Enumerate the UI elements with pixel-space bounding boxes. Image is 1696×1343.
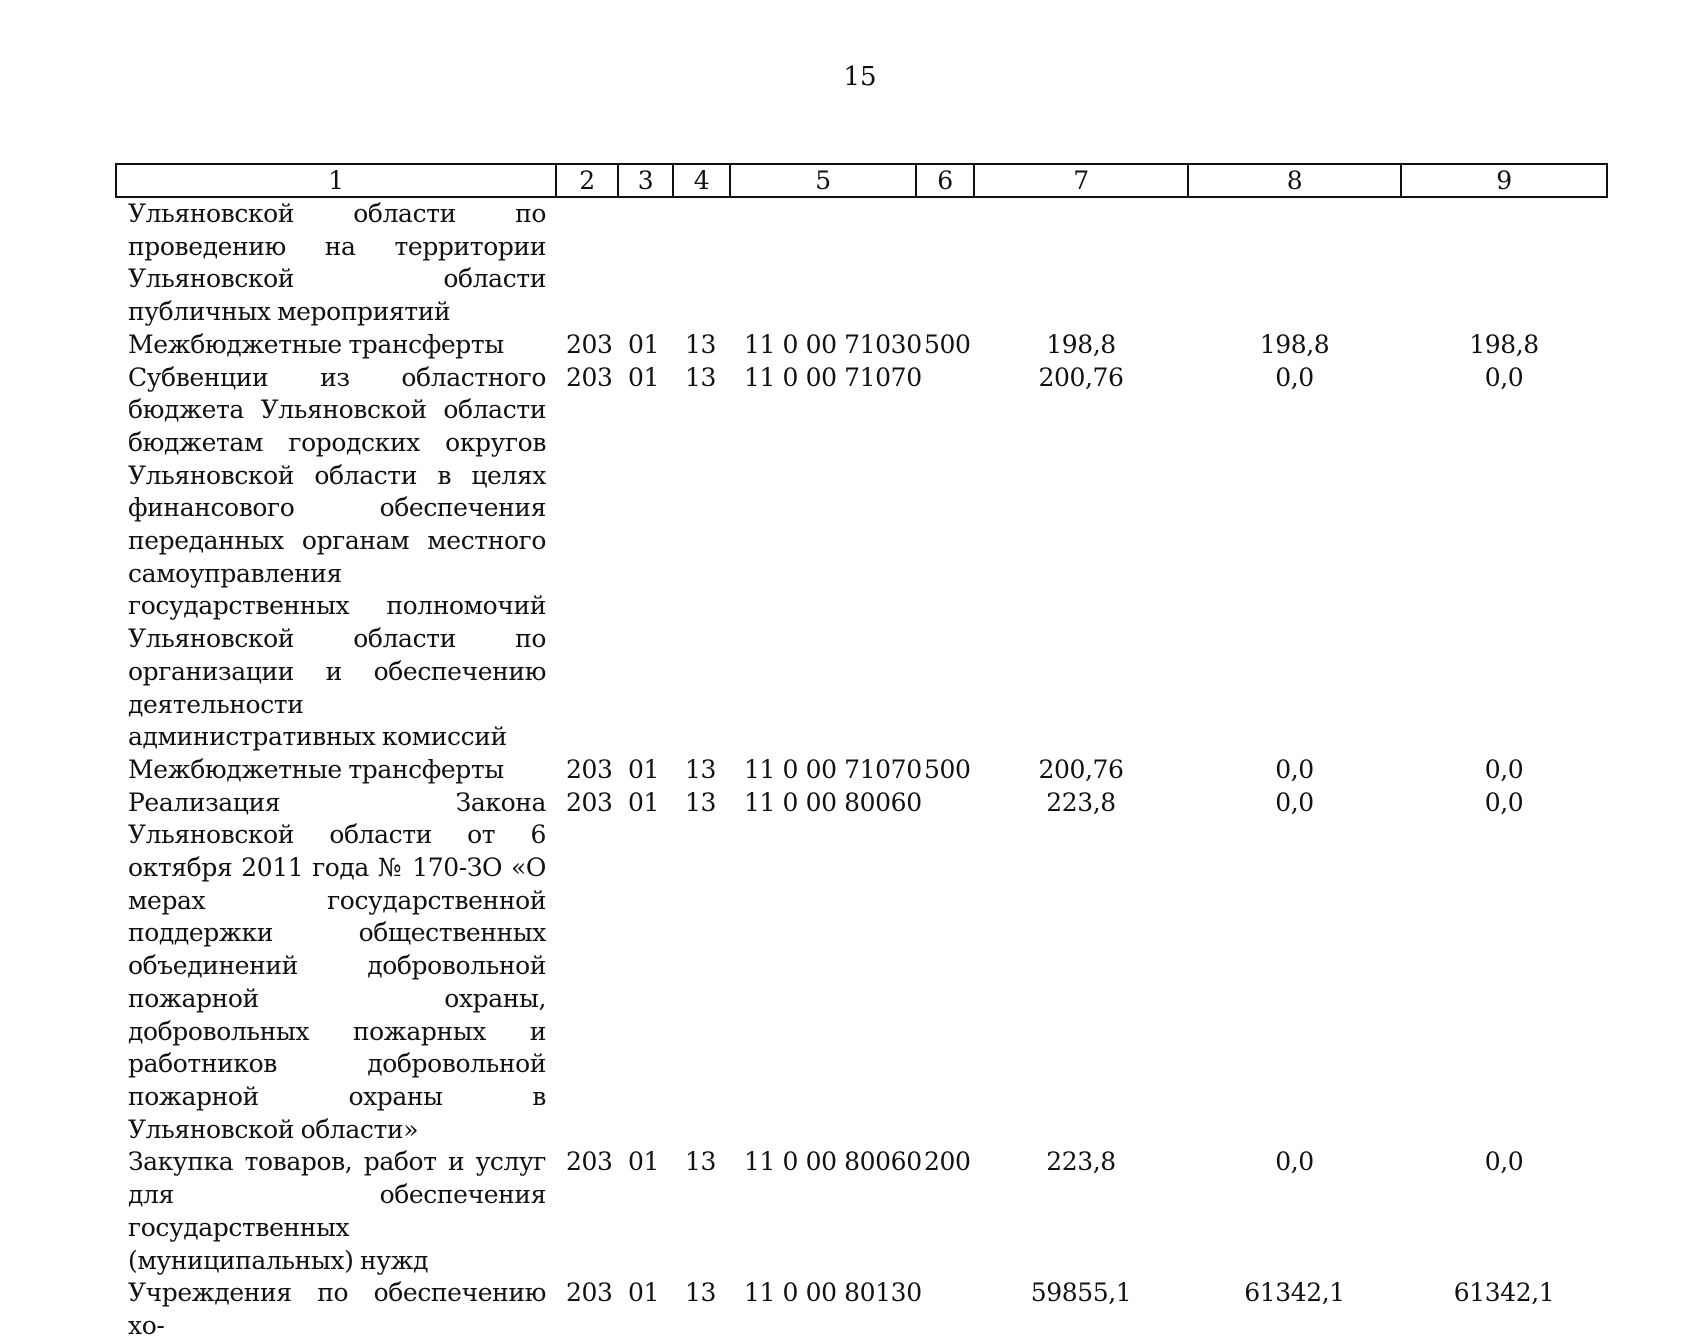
header-col-7: 7 <box>974 164 1188 197</box>
table-row <box>116 197 1607 329</box>
row-col-4 <box>673 197 730 329</box>
row-col-6 <box>916 197 974 329</box>
row-col-3: 01 <box>628 1147 660 1177</box>
row-col-2 <box>556 197 618 329</box>
header-col-2: 2 <box>556 164 618 197</box>
header-col-3: 3 <box>618 164 673 197</box>
row-col-3: 01 <box>628 754 660 784</box>
header-col-1: 1 <box>116 164 556 197</box>
row-col-8: 0,0 <box>1275 1147 1314 1177</box>
row-col-9: 198,8 <box>1469 329 1539 359</box>
header-col-6: 6 <box>916 164 974 197</box>
row-col-9: 0,0 <box>1484 754 1524 784</box>
row-col-3: 01 <box>628 787 660 817</box>
row-col-7: 200,76 <box>1038 362 1124 392</box>
row-col-4: 13 <box>685 1278 717 1308</box>
row-col-6: 500 <box>924 754 971 784</box>
row-col-5: 11 0 00 80060 <box>744 1147 922 1177</box>
row-col-5: 11 0 00 71070 <box>744 754 922 784</box>
row-name: Межбюджетные трансферты <box>128 329 504 359</box>
row-col-5: 11 0 00 80060 <box>744 787 922 817</box>
row-col-7: 223,8 <box>1046 1147 1116 1177</box>
row-col-6 <box>916 1277 974 1342</box>
row-col-2: 203 <box>566 787 613 817</box>
table-header <box>116 164 1607 197</box>
table-body <box>116 197 1607 1343</box>
row-col-8: 0,0 <box>1275 787 1314 817</box>
header-col-8: 8 <box>1188 164 1401 197</box>
row-col-7: 200,76 <box>1038 754 1124 784</box>
row-col-6: 500 <box>924 329 971 359</box>
row-col-2: 203 <box>566 1147 613 1177</box>
row-col-4: 13 <box>685 329 717 359</box>
row-col-4: 13 <box>685 1147 717 1177</box>
header-col-9: 9 <box>1401 164 1607 197</box>
row-col-7: 198,8 <box>1046 329 1116 359</box>
row-name: Закупка товаров, работ и услуг для обеспечения государственных (муниципальных) нужд <box>128 1147 546 1275</box>
row-name: Межбюджетные трансферты <box>128 754 504 784</box>
row-col-8: 198,8 <box>1259 329 1330 359</box>
row-col-6: 200 <box>924 1147 971 1177</box>
row-col-5: 11 0 00 71070 <box>744 362 922 392</box>
row-col-7: 223,8 <box>1046 787 1116 817</box>
row-col-2: 203 <box>566 754 613 784</box>
row-col-8: 61342,1 <box>1244 1278 1345 1308</box>
table-row <box>116 329 1607 362</box>
row-col-9: 0,0 <box>1484 362 1524 392</box>
row-col-8: 0,0 <box>1275 362 1314 392</box>
row-name: Реализация Закона Ульяновской области от 6 октября 2011 года № 170-ЗО «О мерах государственной поддержки общественных объединений добровольной пожарной охраны, добровольных пожарных и работников добровольной пожарной охраны в Ульяновской области» <box>128 787 546 1144</box>
row-col-4: 13 <box>685 754 717 784</box>
header-row <box>116 164 1607 197</box>
row-col-9: 61342,1 <box>1453 1278 1555 1308</box>
row-col-7: 59855,1 <box>1030 1278 1132 1308</box>
row-col-6 <box>916 787 974 1147</box>
row-col-6 <box>916 362 974 754</box>
row-col-2: 203 <box>566 329 613 359</box>
row-name: Учреждения по обеспечению хо- <box>128 1278 546 1340</box>
row-col-5: 11 0 00 71030 <box>744 329 922 359</box>
table-row <box>116 1146 1607 1277</box>
row-col-9: 0,0 <box>1484 1147 1524 1177</box>
table-row <box>116 754 1607 787</box>
row-col-9 <box>1401 197 1607 329</box>
table-row <box>116 1277 1607 1342</box>
row-col-4: 13 <box>685 787 717 817</box>
row-col-8: 0,0 <box>1275 754 1314 784</box>
page-number: 15 <box>843 62 877 92</box>
row-col-3: 01 <box>628 362 660 392</box>
budget-table <box>115 163 1608 1343</box>
row-col-4: 13 <box>685 362 717 392</box>
row-name: Ульяновской области по проведению на территории Ульяновской области публичных мероприятий <box>128 199 546 327</box>
row-col-2: 203 <box>566 362 613 392</box>
row-col-3 <box>618 197 673 329</box>
row-col-2: 203 <box>566 1278 613 1308</box>
table-row <box>116 362 1607 754</box>
row-col-5 <box>730 197 916 329</box>
table-row <box>116 787 1607 1147</box>
row-col-8 <box>1188 197 1401 329</box>
header-col-4: 4 <box>673 164 730 197</box>
row-col-3: 01 <box>628 329 660 359</box>
row-col-3: 01 <box>628 1278 660 1308</box>
header-col-5: 5 <box>730 164 916 197</box>
row-col-5: 11 0 00 80130 <box>744 1278 922 1308</box>
row-name: Субвенции из областного бюджета Ульяновской области бюджетам городских округов Ульяновской области в целях финансового обеспечения переданных органам местного самоуправления государственных полномочий Ульяновской области по организации и обеспечению деятельности административных комиссий <box>128 362 546 752</box>
row-col-9: 0,0 <box>1484 787 1524 817</box>
row-col-7 <box>974 197 1188 329</box>
